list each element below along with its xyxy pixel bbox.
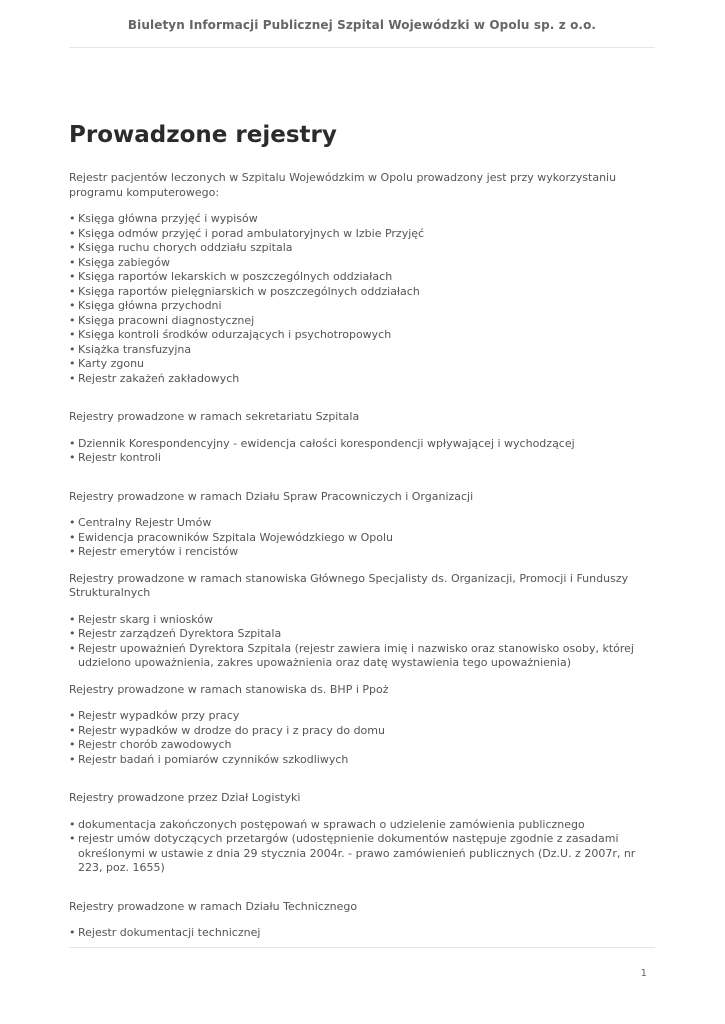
page-title: Prowadzone rejestry — [69, 122, 337, 148]
list-item: • Księga główna przychodni — [69, 299, 659, 314]
list-item: • Księga ruchu chorych oddziału szpitala — [69, 241, 659, 256]
list-item: • Rejestr emerytów i rencistów — [69, 545, 659, 560]
list-item: • Księga kontroli środków odurzających i psychotropowych — [69, 328, 659, 343]
list-item: • Księga odmów przyjęć i porad ambulatoryjnych w Izbie Przyjęć — [69, 227, 659, 242]
list-item: • Rejestr skarg i wniosków — [69, 613, 659, 628]
section-heading: Rejestry prowadzone w ramach stanowiska Głównego Specjalisty ds. Organizacji, Promocji i Funduszy Strukturalnych — [69, 571, 629, 599]
list-item: • Karty zgonu — [69, 357, 659, 372]
section-list — [69, 437, 659, 466]
section-heading: Rejestry prowadzone w ramach sekretariatu Szpitala — [69, 410, 360, 423]
list-item: • Rejestr dokumentacji technicznej — [69, 926, 659, 941]
list-item: • Rejestr kontroli — [69, 451, 659, 466]
section-list — [69, 709, 659, 767]
list-item: • Rejestr wypadków w drodze do pracy i z pracy do domu — [69, 724, 659, 739]
list-item: • Książka transfuzyjna — [69, 343, 659, 358]
list-item: • Rejestr wypadków przy pracy — [69, 709, 659, 724]
section-list — [69, 818, 659, 876]
list-item: • Księga pracowni diagnostycznej — [69, 314, 659, 329]
footer-divider — [69, 947, 655, 948]
list-item: • Księga zabiegów — [69, 256, 659, 271]
section-heading: Rejestry prowadzone w ramach stanowiska ds. BHP i Ppoż — [69, 682, 389, 696]
section-heading: Rejestry prowadzone przez Dział Logistyki — [69, 791, 301, 804]
list-item: • Rejestr zarządzeń Dyrektora Szpitala — [69, 627, 659, 642]
page-header — [69, 0, 655, 48]
intro-list — [69, 212, 659, 386]
section-list — [69, 926, 659, 941]
intro-paragraph: Rejestr pacjentów leczonych w Szpitalu Wojewódzkim w Opolu prowadzony jest przy wykorzystaniu programu komputerowego: — [69, 171, 617, 199]
list-item: • Księga raportów lekarskich w poszczególnych oddziałach — [69, 270, 659, 285]
list-item: • rejestr umów dotyczących przetargów (udostępnienie dokumentów następuje zgodnie z zasadami określonymi w ustawie z dnia 29 stycznia 2004r. - prawo zamówienień publicznych (Dz.U. z 2007r, nr 223, poz. 1655) — [69, 832, 659, 876]
header-title: Biuletyn Informacji Publicznej Szpital Wojewódzki w Opolu sp. z o.o. — [127, 18, 597, 32]
list-item: • Księga główna przyjęć i wypisów — [69, 212, 659, 227]
section-list — [69, 613, 659, 671]
list-item: • Rejestr zakażeń zakładowych — [69, 372, 659, 387]
list-item: • Księga raportów pielęgniarskich w poszczególnych oddziałach — [69, 285, 659, 300]
list-item: • Dziennik Korespondencyjny - ewidencja całości korespondencji wpływającej i wychodzącej — [69, 437, 659, 452]
list-item: • Ewidencja pracowników Szpitala Wojewódzkiego w Opolu — [69, 531, 659, 546]
list-item: • dokumentacja zakończonych postępowań w sprawach o udzielenie zamówienia publicznego — [69, 818, 659, 833]
document-content — [69, 119, 659, 941]
section-heading: Rejestry prowadzone w ramach Działu Spraw Pracowniczych i Organizacji — [69, 489, 474, 503]
list-item: • Rejestr chorób zawodowych — [69, 738, 659, 753]
section-list — [69, 516, 659, 560]
list-item: • Centralny Rejestr Umów — [69, 516, 659, 531]
list-item: • Rejestr badań i pomiarów czynników szkodliwych — [69, 753, 659, 768]
section-heading: Rejestry prowadzone w ramach Działu Technicznego — [69, 899, 358, 913]
page-number: 1 — [640, 968, 647, 979]
list-item: • Rejestr upoważnień Dyrektora Szpitala (rejestr zawiera imię i nazwisko oraz stanowisko osoby, której udzielono upoważnienia, zakres upoważnienia oraz datę wystawienia tego upoważnienia) — [69, 642, 659, 671]
